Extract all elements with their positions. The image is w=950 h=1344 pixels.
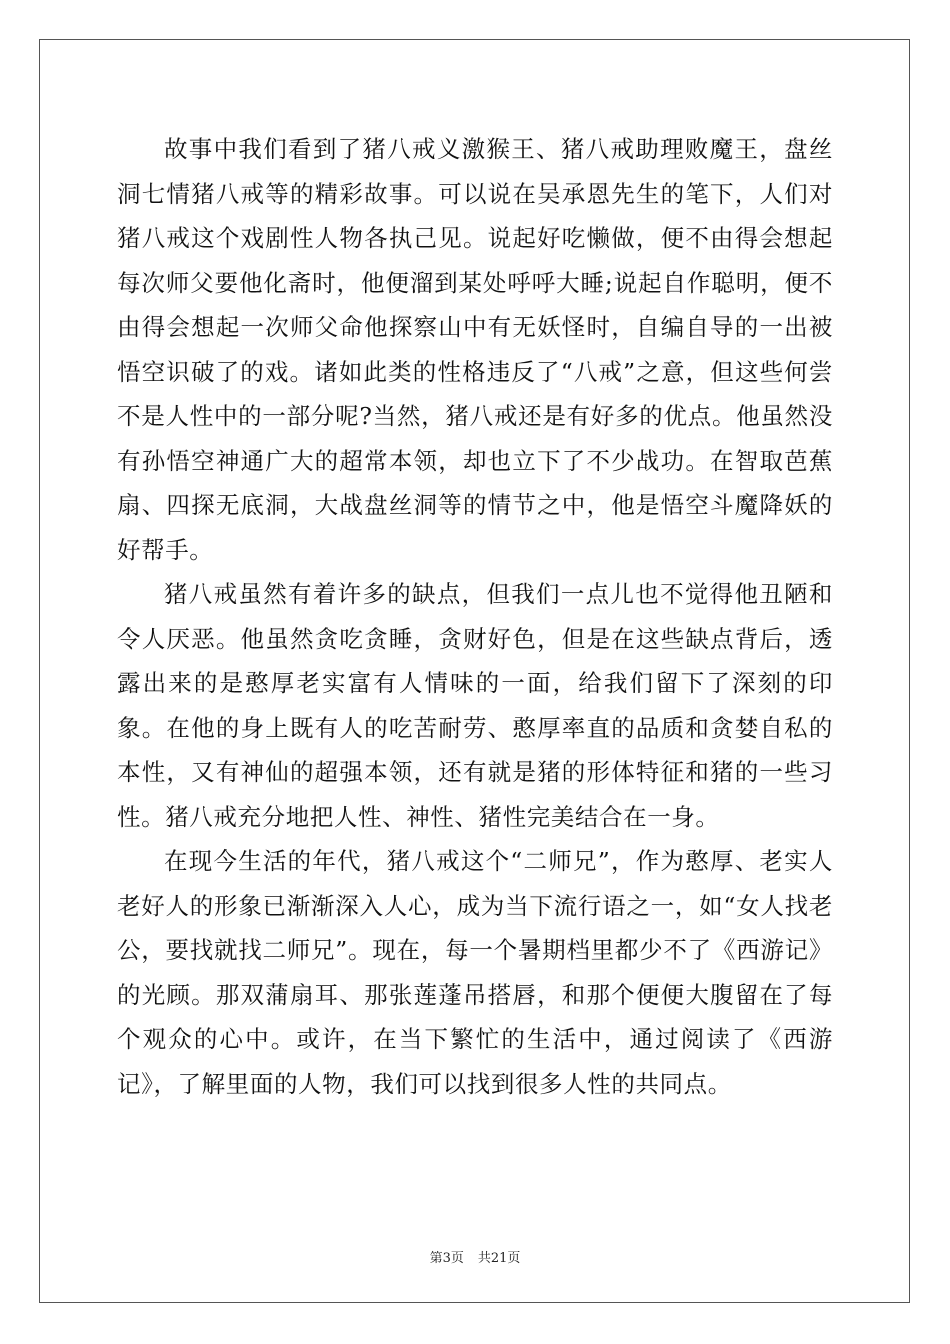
page-number-total: 共21页 [477, 1251, 521, 1266]
paragraph-1: 故事中我们看到了猪八戒义激猴王、猪八戒助理败魔王，盘丝洞七情猪八戒等的精彩故事。可以说在吴承恩先生的笔下，人们对猪八戒这个戏剧性人物各执己见。说起好吃懒做，便不由得会想起每次师父要他化斋时，他便溜到某处呼呼大睡;说起自作聪明，便不由得会想起一次师父命他探察山中有无妖怪时，自编自导的一出被悟空识破了的戏。诸如此类的性格违反了“八戒”之意，但这些何尝不是人性中的一部分呢?当然，猪八戒还是有好多的优点。他虽然没有孙悟空神通广大的超常本领，却也立下了不少战功。在智取芭蕉扇、四探无底洞，大战盘丝洞等的情节之中，他是悟空斗魔降妖的好帮手。 [117, 135, 833, 564]
document-body [117, 127, 833, 1106]
page-footer [0, 1247, 950, 1266]
paragraph-2: 猪八戒虽然有着许多的缺点，但我们一点儿也不觉得他丑陋和令人厌恶。他虽然贪吃贪睡，贪财好色，但是在这些缺点背后，透露出来的是憨厚老实富有人情味的一面，给我们留下了深刻的印象。在他的身上既有人的吃苦耐劳、憨厚率直的品质和贪婪自私的本性，又有神仙的超强本领，还有就是猪的形体特征和猪的一些习性。猪八戒充分地把人性、神性、猪性完美结合在一身。 [117, 580, 833, 831]
page-number-current: 第3页 [429, 1251, 464, 1266]
paragraph-3: 在现今生活的年代，猪八戒这个“二师兄”，作为憨厚、老实人老好人的形象已渐渐深入人心，成为当下流行语之一，如“女人找老公，要找就找二师兄”。现在，每一个暑期档里都少不了《西游记》的光顾。那双蒲扇耳、那张莲蓬吊搭唇，和那个便便大腹留在了每个观众的心中。或许，在当下繁忙的生活中，通过阅读了《西游记》，了解里面的人物，我们可以找到很多人性的共同点。 [117, 847, 833, 1098]
